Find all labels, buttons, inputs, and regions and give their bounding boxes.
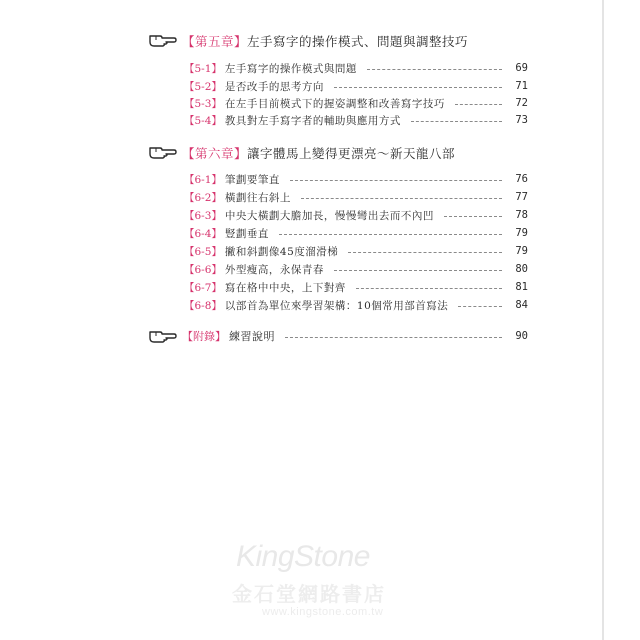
appendix-title: 練習說明: [229, 330, 275, 343]
entry-code: 6-6: [194, 263, 212, 276]
entry-title: 撇和斜劃像45度溜滑梯: [224, 245, 339, 258]
toc-entry[interactable]: 【6-2】 橫劃往右斜上 77: [184, 191, 528, 204]
entry-page: 81: [515, 281, 528, 293]
entry-code: 5-3: [194, 97, 212, 110]
entry-title: 是否改手的思考方向: [224, 80, 324, 93]
entry-title: 筆劃要筆直: [224, 173, 280, 186]
entry-page: 78: [515, 209, 528, 221]
toc-entry[interactable]: 【6-5】 撇和斜劃像45度溜滑梯 79: [184, 245, 528, 258]
toc-entry[interactable]: 【6-6】 外型瘦高，永保青春 80: [184, 263, 528, 276]
entry-page: 72: [515, 97, 528, 109]
chapter-number: 第六章: [195, 146, 235, 161]
entry-title: 中央大橫劃大膽加長，慢慢彎出去而不內凹: [224, 209, 434, 222]
entry-page: 69: [515, 62, 528, 74]
toc-entry[interactable]: 【6-1】 筆劃要筆直 76: [184, 173, 528, 186]
dot-leader: [356, 288, 502, 289]
entry-title: 外型瘦高，永保青春: [224, 263, 324, 276]
entry-code: 6-7: [194, 281, 212, 294]
entry-code: 6-5: [194, 245, 212, 258]
dot-leader: [334, 87, 502, 88]
page-edge: [602, 0, 604, 640]
entry-code: 5-4: [194, 114, 212, 127]
appendix-entry[interactable]: 【附錄】 練習說明 90: [182, 330, 528, 343]
toc-entry[interactable]: 【5-3】 在左手目前模式下的握姿調整和改善寫字技巧 72: [184, 97, 528, 110]
entry-title: 以部首為單位來學習架構：10個常用部首寫法: [224, 299, 449, 312]
entry-page: 71: [515, 80, 528, 92]
entry-page: 80: [515, 263, 528, 275]
chapter-title: 【第五章】左手寫字的操作模式、問題與調整技巧: [182, 34, 469, 49]
entry-title: 在左手目前模式下的握姿調整和改善寫字技巧: [224, 97, 445, 110]
entry-page: 79: [515, 245, 528, 257]
appendix-page: 90: [515, 330, 528, 342]
entry-code: 6-8: [194, 299, 212, 312]
pointing-hand-icon: [148, 32, 178, 48]
chapter-title-text: 左手寫字的操作模式、問題與調整技巧: [247, 34, 469, 49]
entry-page: 79: [515, 227, 528, 239]
entry-title: 豎劃垂直: [224, 227, 269, 240]
chapter-number: 第五章: [195, 34, 235, 49]
toc-entry[interactable]: 【5-4】 教具對左手寫字者的輔助與應用方式 73: [184, 114, 528, 127]
dot-leader: [455, 104, 502, 105]
toc-entry[interactable]: 【6-4】 豎劃垂直 79: [184, 227, 528, 240]
dot-leader: [334, 270, 502, 271]
watermark-chinese: 金石堂網路書店: [232, 582, 386, 606]
entry-title: 左手寫字的操作模式與問題: [224, 62, 357, 75]
watermark-url: www.kingstone.com.tw: [262, 606, 384, 618]
entry-code: 6-1: [194, 173, 212, 186]
entry-page: 84: [515, 299, 528, 311]
entry-code: 6-4: [194, 227, 212, 240]
dot-leader: [444, 216, 502, 217]
dot-leader: [367, 69, 502, 70]
entry-page: 76: [515, 173, 528, 185]
dot-leader: [290, 180, 502, 181]
chapter-title-text: 讓字體馬上變得更漂亮～新天龍八部: [247, 146, 456, 161]
dot-leader: [348, 252, 502, 253]
entry-page: 77: [515, 191, 528, 203]
dot-leader: [301, 198, 502, 199]
dot-leader: [279, 234, 502, 235]
dot-leader: [411, 121, 502, 122]
watermark-logo: KingStone: [236, 540, 370, 573]
toc-entry[interactable]: 【5-1】 左手寫字的操作模式與問題 69: [184, 62, 528, 75]
pointing-hand-icon: [148, 144, 178, 160]
toc-entry[interactable]: 【6-7】 寫在格中中央，上下對齊 81: [184, 281, 528, 294]
entry-code: 5-1: [194, 62, 212, 75]
entry-title: 橫劃往右斜上: [224, 191, 291, 204]
entry-code: 5-2: [194, 80, 212, 93]
entry-code: 6-3: [194, 209, 212, 222]
chapter-title: 【第六章】讓字體馬上變得更漂亮～新天龍八部: [182, 146, 456, 161]
entry-page: 73: [515, 114, 528, 126]
toc-entry[interactable]: 【6-3】 中央大橫劃大膽加長，慢慢彎出去而不內凹 78: [184, 209, 528, 222]
toc-entry[interactable]: 【5-2】 是否改手的思考方向 71: [184, 80, 528, 93]
toc-entry[interactable]: 【6-8】 以部首為單位來學習架構：10個常用部首寫法 84: [184, 299, 528, 312]
entry-code: 6-2: [194, 191, 212, 204]
entry-title: 教具對左手寫字者的輔助與應用方式: [224, 114, 401, 127]
dot-leader: [458, 306, 502, 307]
appendix-label: 附錄: [193, 330, 215, 343]
pointing-hand-icon: [148, 328, 178, 344]
entry-title: 寫在格中中央，上下對齊: [224, 281, 346, 294]
dot-leader: [285, 337, 502, 338]
